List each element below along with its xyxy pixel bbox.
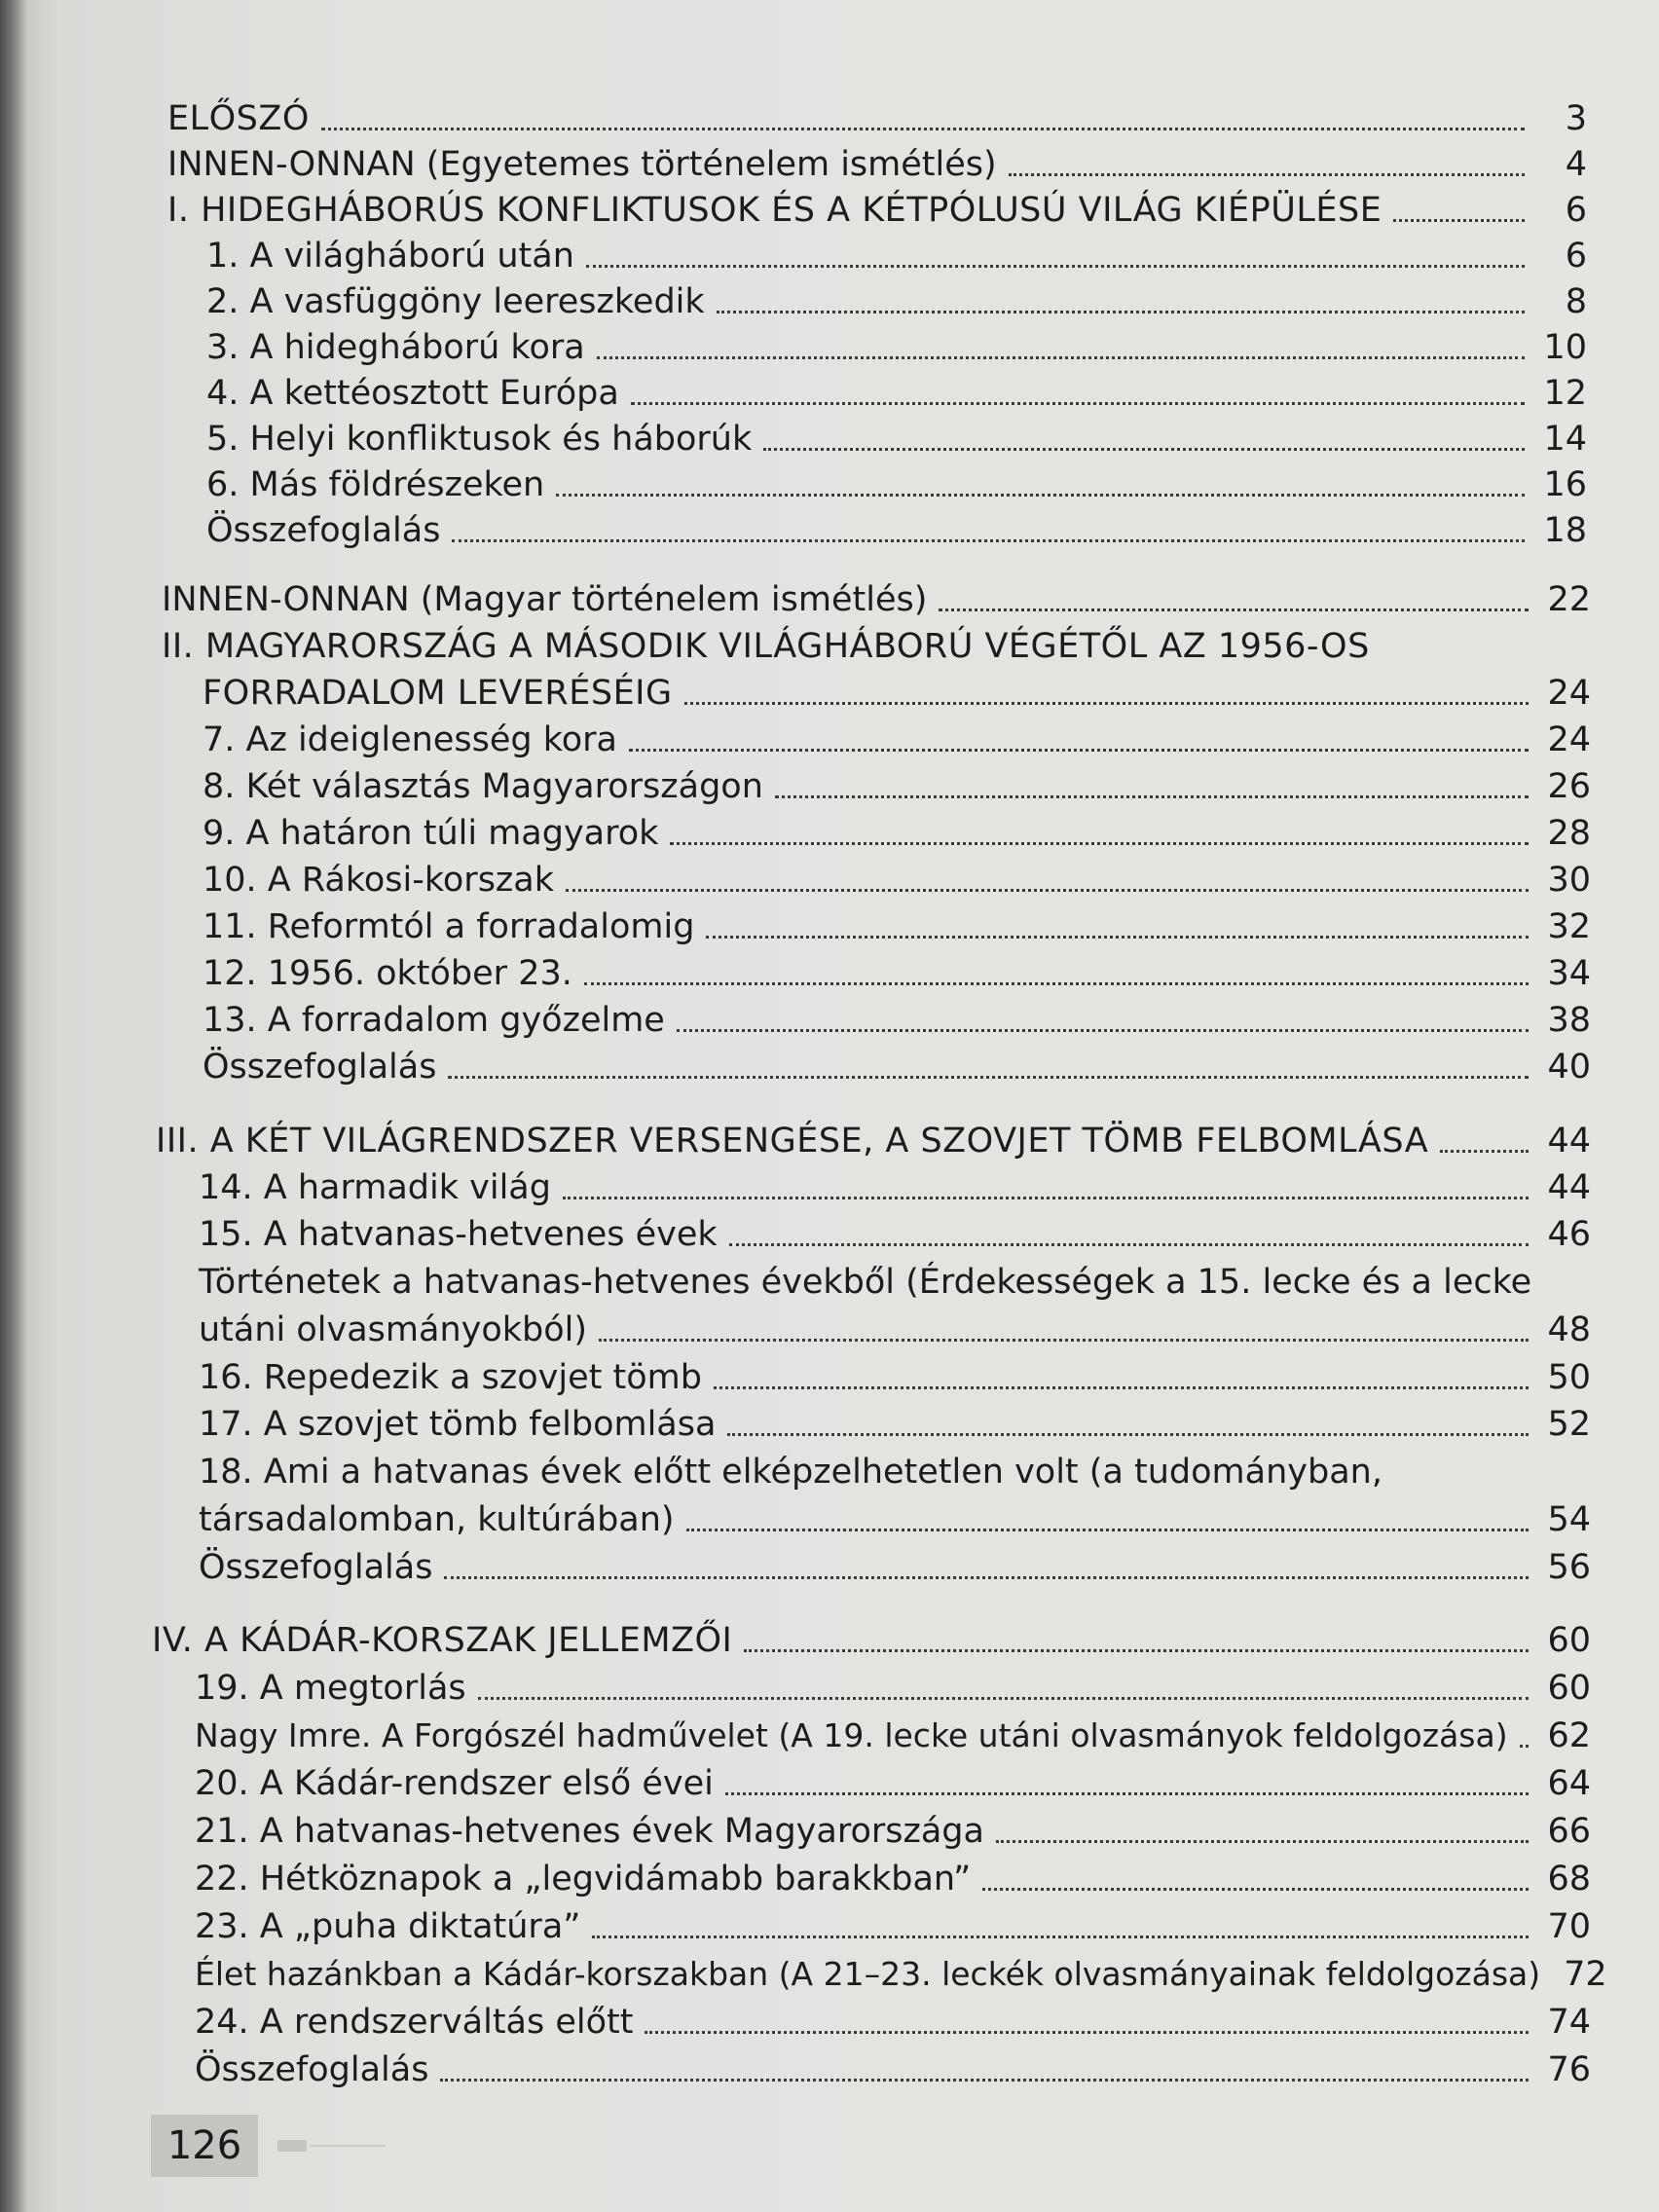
toc-entry-title: Összefoglalás <box>203 1048 437 1087</box>
dot-leader <box>775 795 1529 798</box>
toc-entry-title: 7. Az ideiglenesség kora <box>203 720 617 759</box>
toc-entry-page: 34 <box>1547 954 1591 993</box>
toc-entry-title: utáni olvasmányokból) <box>199 1310 588 1349</box>
toc-entry <box>203 761 1591 806</box>
toc-entry-title: 6. Más földrészeken <box>206 465 545 504</box>
toc-entry <box>199 1257 1591 1302</box>
toc-entry-page: 70 <box>1547 1907 1591 1946</box>
toc-entry <box>199 1447 1591 1492</box>
toc-entry <box>195 1949 1607 1994</box>
toc-entry-page: 44 <box>1547 1168 1591 1207</box>
dot-leader <box>717 311 1525 313</box>
page-number: 126 <box>151 2115 258 2177</box>
dot-leader <box>725 1792 1529 1795</box>
toc-entry-page: 60 <box>1547 1669 1591 1708</box>
toc-entry-title: 12. 1956. október 23. <box>203 954 572 993</box>
toc-entry-title: társadalomban, kultúrában) <box>199 1500 675 1539</box>
dot-leader <box>592 1936 1529 1938</box>
toc-entry-page: 24 <box>1547 720 1591 759</box>
toc-entry-page: 60 <box>1547 1621 1591 1660</box>
toc-entry-title: Összefoglalás <box>199 1548 433 1587</box>
dot-leader <box>629 749 1529 752</box>
dot-leader <box>440 2079 1529 2082</box>
dot-leader <box>686 1529 1529 1531</box>
dot-leader <box>586 265 1525 268</box>
dot-leader <box>729 1243 1529 1246</box>
toc-entry-page: 8 <box>1565 282 1587 321</box>
toc-entry-page: 32 <box>1547 907 1591 946</box>
toc-entry-page: 46 <box>1547 1215 1591 1254</box>
toc-entry <box>203 855 1591 900</box>
toc-entry <box>199 1209 1591 1254</box>
toc-entry <box>195 2045 1591 2089</box>
toc-entry <box>199 1399 1591 1444</box>
toc-entry <box>195 1901 1591 1946</box>
toc-entry <box>195 1711 1591 1755</box>
toc-entry-title: Összefoglalás <box>206 511 441 550</box>
toc-entry-page: 24 <box>1547 674 1591 713</box>
toc-entry-page: 38 <box>1547 1001 1591 1040</box>
toc-entry <box>203 1042 1591 1087</box>
toc-entry <box>199 1162 1591 1207</box>
toc-entry <box>203 948 1591 993</box>
toc-entry-page: 68 <box>1547 1860 1591 1899</box>
toc-entry-page: 62 <box>1547 1716 1591 1755</box>
toc-entry-page: 64 <box>1547 1764 1591 1803</box>
dot-leader <box>1009 173 1525 176</box>
toc-entry <box>195 1854 1591 1899</box>
page-number-rule <box>310 2145 386 2147</box>
toc-entry <box>195 1997 1591 2042</box>
toc-entry-page: 52 <box>1547 1405 1591 1444</box>
dot-leader <box>727 1433 1529 1436</box>
toc-entry <box>195 1758 1591 1803</box>
toc-entry-page: 26 <box>1547 767 1591 806</box>
toc-entry-title: 14. A harmadik világ <box>199 1168 551 1207</box>
toc-entry-page: 54 <box>1547 1500 1591 1539</box>
dot-leader <box>444 1576 1529 1579</box>
toc-entry-title: 11. Reformtól a forradalomig <box>203 907 695 946</box>
dot-leader <box>599 1339 1529 1342</box>
toc-entry-title: 8. Két választás Magyarországon <box>203 767 763 806</box>
dot-leader <box>556 494 1525 497</box>
toc-entry <box>156 1116 1591 1161</box>
toc-entry-title: IV. A KÁDÁR-KORSZAK JELLEMZŐI <box>152 1621 733 1660</box>
toc-entry-title: 21. A hatvanas-hetvenes évek Magyarországa <box>195 1812 984 1851</box>
toc-entry-title: 16. Repedezik a szovjet tömb <box>199 1358 702 1397</box>
dot-leader <box>645 2031 1529 2034</box>
toc-entry-title: II. MAGYARORSZÁG A MÁSODIK VILÁGHÁBORÚ VÉGÉTŐL AZ 1956-OS <box>162 627 1370 666</box>
dot-leader <box>714 1386 1529 1389</box>
toc-entry-title: 17. A szovjet tömb felbomlása <box>199 1405 717 1444</box>
page-number-bar <box>277 2140 307 2152</box>
toc-entry <box>152 1615 1591 1660</box>
toc-entry-page: 6 <box>1565 237 1587 276</box>
toc-entry-page: 14 <box>1543 420 1587 459</box>
toc-entry-title: Élet hazánkban a Kádár-korszakban (A 21–23. leckék olvasmányainak feldolgozása) <box>195 1955 1541 1993</box>
toc-entry-title: 15. A hatvanas-hetvenes évek <box>199 1215 718 1254</box>
toc-entry-title: Nagy Imre. A Forgószél hadművelet (A 19. lecke utáni olvasmányok feldolgozása) <box>195 1716 1508 1754</box>
toc-entry-page: 6 <box>1565 191 1587 230</box>
toc-entry-title: III. A KÉT VILÁGRENDSZER VERSENGÉSE, A SZOVJET TÖMB FELBOMLÁSA <box>156 1122 1429 1161</box>
toc-entry <box>203 668 1591 713</box>
toc-entry <box>206 231 1587 276</box>
dot-leader <box>631 402 1525 405</box>
dot-leader <box>584 982 1529 985</box>
toc-entry-page: 40 <box>1547 1048 1591 1087</box>
toc-entry <box>206 505 1587 550</box>
toc-entry-title: 13. A forradalom győzelme <box>203 1001 665 1040</box>
dot-leader <box>452 539 1525 542</box>
toc-entry <box>195 1663 1591 1708</box>
toc-entry-title: Történetek a hatvanas-hetvenes évekből (Érdekességek a 15. lecke és a lecke <box>199 1263 1532 1302</box>
toc-entry-page: 50 <box>1547 1358 1591 1397</box>
toc-entry <box>199 1305 1591 1349</box>
toc-entry-page: 22 <box>1547 580 1591 619</box>
toc-entry-page: 3 <box>1565 99 1587 138</box>
dot-leader <box>939 608 1529 611</box>
toc-entry-page: 44 <box>1547 1122 1591 1161</box>
toc-entry <box>162 621 1591 666</box>
toc-entry-title: 1. A világháború után <box>206 237 574 276</box>
toc-entry-title: 23. A „puha diktatúra” <box>195 1907 581 1946</box>
toc-entry-title: 2. A vasfüggöny leereszkedik <box>206 282 705 321</box>
dot-leader <box>684 702 1529 705</box>
toc-entry <box>203 715 1591 759</box>
toc-entry <box>199 1542 1591 1587</box>
toc-entry-page: 66 <box>1547 1812 1591 1851</box>
toc-entry <box>206 460 1587 504</box>
dot-leader <box>448 1076 1529 1079</box>
dot-leader <box>996 1840 1529 1843</box>
toc-entry <box>206 322 1587 367</box>
dot-leader <box>1520 1745 1529 1748</box>
toc-entry <box>203 902 1591 946</box>
toc-entry-page: 4 <box>1565 145 1587 184</box>
toc-entry <box>206 368 1587 413</box>
toc-entry <box>199 1352 1591 1397</box>
toc-entry <box>167 185 1587 230</box>
toc-entry <box>195 1806 1591 1851</box>
toc-entry <box>203 808 1591 853</box>
toc-entry-page: 12 <box>1543 374 1587 413</box>
dot-leader <box>563 1197 1529 1199</box>
toc-entry <box>167 93 1587 138</box>
toc-entry-title: Összefoglalás <box>195 2050 429 2089</box>
toc-entry-page: 30 <box>1547 861 1591 900</box>
toc-entry-title: INNEN-ONNAN (Magyar történelem ismétlés) <box>162 580 928 619</box>
dot-leader <box>597 356 1525 359</box>
toc-entry-page: 76 <box>1547 2050 1591 2089</box>
toc-entry-title: 9. A határon túli magyarok <box>203 814 659 853</box>
toc-entry <box>167 139 1587 184</box>
toc-entry-title: ELŐSZÓ <box>167 99 310 138</box>
toc-entry-page: 16 <box>1543 465 1587 504</box>
toc-entry-page: 72 <box>1564 1955 1607 1994</box>
toc-entry <box>199 1494 1591 1539</box>
dot-leader <box>744 1649 1529 1652</box>
toc-entry-title: 18. Ami a hatvanas évek előtt elképzelhetetlen volt (a tudományban, <box>199 1453 1382 1492</box>
toc-entry-title: I. HIDEGHÁBORÚS KONFLIKTUSOK ÉS A KÉTPÓLUSÚ VILÁG KIÉPÜLÉSE <box>167 191 1382 230</box>
dot-leader <box>1393 219 1525 222</box>
toc-entry <box>206 414 1587 459</box>
dot-leader <box>321 128 1525 130</box>
toc-entry-title: 10. A Rákosi-korszak <box>203 861 555 900</box>
toc-entry <box>206 276 1587 321</box>
dot-leader <box>677 1029 1529 1032</box>
toc-entry-title: 4. A kettéosztott Európa <box>206 374 619 413</box>
toc-entry-title: 3. A hidegháború kora <box>206 328 585 367</box>
dot-leader <box>1440 1150 1529 1153</box>
dot-leader <box>478 1697 1529 1700</box>
toc-entry-title: 5. Helyi konfliktusok és háborúk <box>206 420 753 459</box>
toc-entry-title: 24. A rendszerváltás előtt <box>195 2003 634 2042</box>
toc-entry <box>162 574 1591 619</box>
toc-entry <box>203 995 1591 1040</box>
toc-entry-title: FORRADALOM LEVERÉSÉIG <box>203 674 673 713</box>
toc-entry-page: 18 <box>1543 511 1587 550</box>
toc-entry-page: 56 <box>1547 1548 1591 1587</box>
toc-entry-page: 28 <box>1547 814 1591 853</box>
dot-leader <box>982 1888 1529 1891</box>
toc-entry-page: 10 <box>1543 328 1587 367</box>
toc-entry-page: 48 <box>1547 1310 1591 1349</box>
dot-leader <box>706 936 1529 939</box>
dot-leader <box>763 448 1525 451</box>
toc-entry-title: 20. A Kádár-rendszer első évei <box>195 1764 714 1803</box>
toc-entry-title: INNEN-ONNAN (Egyetemes történelem ismétlés) <box>167 145 997 184</box>
toc-entry-title: 22. Hétköznapok a „legvidámabb barakkban” <box>195 1860 972 1899</box>
toc-entry-page: 74 <box>1547 2003 1591 2042</box>
dot-leader <box>670 842 1529 845</box>
dot-leader <box>566 889 1529 892</box>
toc-entry-title: 19. A megtorlás <box>195 1669 466 1708</box>
